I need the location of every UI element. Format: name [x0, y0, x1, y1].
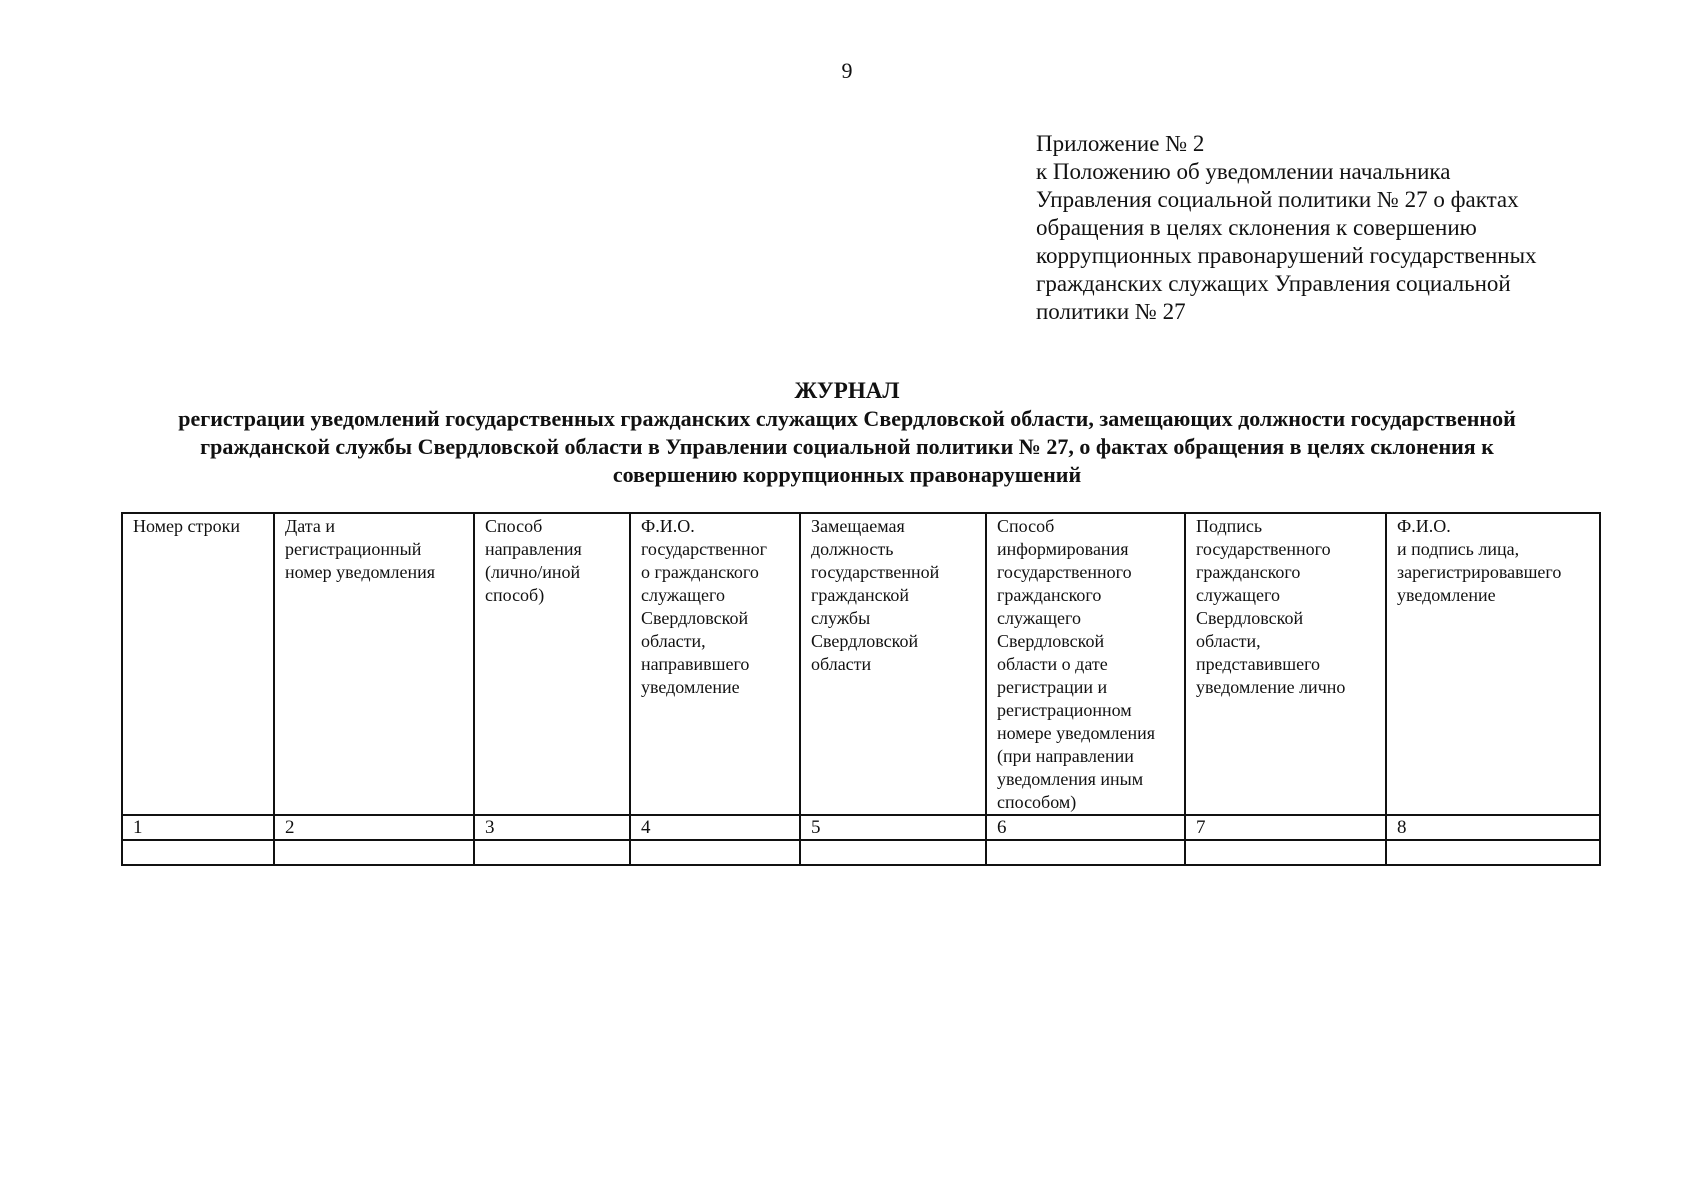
- column-header: Замещаемая должность государственной гражданской службы Свердловской области: [800, 513, 986, 815]
- column-header: Дата и регистрационный номер уведомления: [274, 513, 474, 815]
- page-number: 9: [841, 58, 853, 83]
- journal-subtitle-line: регистрации уведомлений государственных гражданских служащих Свердловской области, замещающих должности государственной: [178, 406, 1516, 431]
- column-header: Ф.И.О. государственног о гражданского служащего Свердловской области, направившего уведомление: [630, 513, 800, 815]
- column-header: Способ информирования государственного гражданского служащего Свердловской области о дате регистрации и регистрационном номере уведомления (при направлении уведомления иным способом): [986, 513, 1185, 815]
- journal-title: ЖУРНАЛ: [794, 378, 900, 403]
- column-number-cell: 6: [986, 815, 1185, 840]
- table-cell: [800, 840, 986, 865]
- appendix-line: Управления социальной политики № 27 о фактах: [1036, 187, 1519, 212]
- table-cell: [630, 840, 800, 865]
- appendix-line: гражданских служащих Управления социальной: [1036, 271, 1511, 296]
- journal-subtitle-line: гражданской службы Свердловской области в Управлении социальной политики № 27, о фактах обращения в целях склонения к: [200, 434, 1494, 459]
- column-number-cell: 4: [630, 815, 800, 840]
- column-header: Подпись государственного гражданского служащего Свердловской области, представившего уведомление лично: [1185, 513, 1386, 815]
- journal-subtitle-line: совершению коррупционных правонарушений: [612, 462, 1082, 487]
- column-header: Способ направления (лично/иной способ): [474, 513, 630, 815]
- appendix-line: к Положению об уведомлении начальника: [1036, 159, 1451, 184]
- registration-table: [121, 512, 1601, 866]
- column-number-cell: 1: [122, 815, 274, 840]
- table-cell: [1185, 840, 1386, 865]
- column-header: Ф.И.О. и подпись лица, зарегистрировавшего уведомление: [1386, 513, 1600, 815]
- column-number-cell: 7: [1185, 815, 1386, 840]
- column-number-row: [122, 815, 1600, 840]
- table-cell: [474, 840, 630, 865]
- appendix-block: [1036, 130, 1656, 326]
- column-number-cell: 5: [800, 815, 986, 840]
- table-header-row: [122, 513, 1600, 815]
- appendix-line: политики № 27: [1036, 299, 1186, 324]
- journal-subtitle: [150, 405, 1544, 489]
- table-cell: [986, 840, 1185, 865]
- table-row: [122, 840, 1600, 865]
- appendix-line: обращения в целях склонения к совершению: [1036, 215, 1477, 240]
- appendix-line: коррупционных правонарушений государственных: [1036, 243, 1537, 268]
- column-number-cell: 3: [474, 815, 630, 840]
- column-number-cell: 8: [1386, 815, 1600, 840]
- table-cell: [274, 840, 474, 865]
- column-header: Номер строки: [122, 513, 274, 815]
- table-cell: [1386, 840, 1600, 865]
- appendix-line: Приложение № 2: [1036, 131, 1205, 156]
- table-cell: [122, 840, 274, 865]
- column-number-cell: 2: [274, 815, 474, 840]
